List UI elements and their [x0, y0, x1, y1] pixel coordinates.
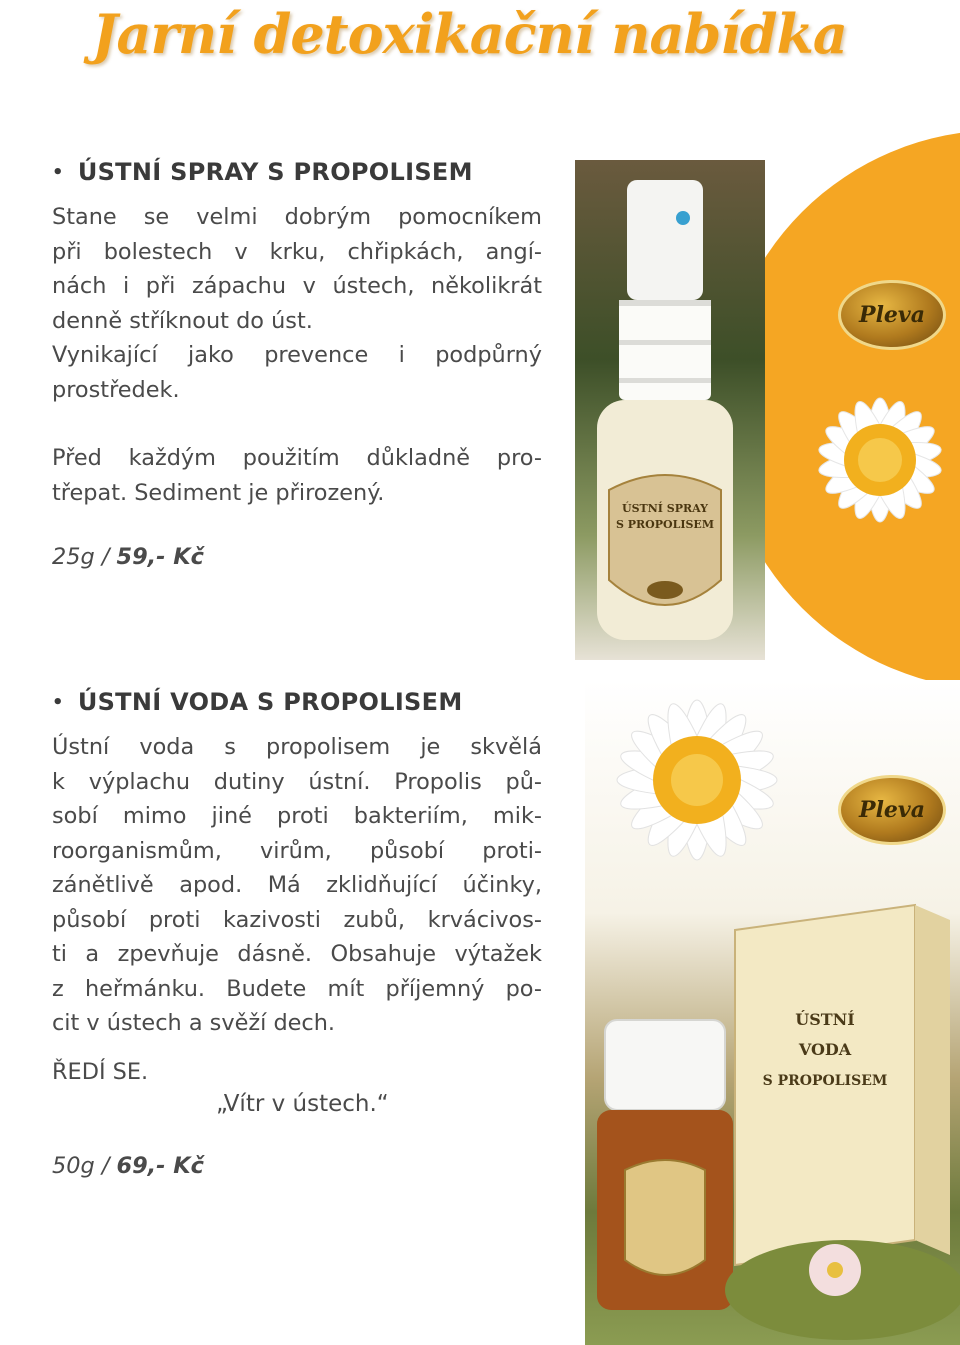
product-weight: 50g [52, 1152, 95, 1179]
product-mouthwash-title: ÚSTNÍ VODA S PROPOLISEM [77, 688, 463, 716]
product-slogan: „Vítr v ústech.“ [216, 1090, 389, 1117]
text-line: sobí mimo jiné proti bakteriím, mik- [52, 803, 542, 829]
text-line: cit v ústech a svěží dech. [52, 1010, 336, 1036]
pleva-logo [838, 775, 946, 845]
text-line: Stane se velmi dobrým pomocníkem [52, 204, 542, 230]
product-mouthwash-price [52, 1153, 542, 1179]
product-mouthwash-section [52, 688, 542, 1179]
spray-label-line-2: S PROPOLISEM [615, 518, 715, 531]
text-line: prostředek. [52, 376, 180, 403]
bullet-icon: • [52, 161, 64, 183]
bullet-icon: • [52, 691, 64, 713]
box-label-line-3: S PROPOLISEM [762, 1073, 888, 1089]
text-line: k výplachu dutiny ústní. Propolis pů- [52, 768, 542, 795]
text-line: zánětlivě apod. Má zklidňující účinky, [52, 872, 542, 898]
product-spray-title: ÚSTNÍ SPRAY S PROPOLISEM [77, 158, 473, 186]
text-line: nách i při zápachu v ústech, několikrát [52, 273, 542, 299]
text-line: Ústní voda s propolisem je skvělá [52, 734, 542, 760]
text-line: třepat. Sediment je přirozený. [52, 479, 385, 506]
text-line: při bolestech v krku, chřipkách, angí- [52, 238, 542, 265]
product-price: 69,- Kč [116, 1152, 204, 1179]
product-spray-usage-note [52, 441, 542, 510]
text-line: denně stříknout do úst. [52, 307, 313, 334]
daisy-flower-icon [780, 340, 960, 580]
product-spray-price [52, 544, 542, 570]
product-price: 59,- Kč [116, 544, 204, 570]
pleva-logo-text: Pleva [859, 797, 925, 823]
product-mouthwash-heading [52, 688, 542, 716]
text-line: působí proti kazivosti zubů, krvácivos- [52, 906, 542, 933]
page-title: Jarní detoxikační nabídka [92, 2, 847, 66]
daisy-flower-icon [616, 699, 778, 861]
box-label-line-2: VODA [798, 1040, 852, 1059]
dilution-note: ŘEDÍ SE. [52, 1058, 149, 1085]
product-mouthwash-description [52, 730, 542, 1041]
text-line: z heřmánku. Budete mít příjemný po- [52, 975, 542, 1002]
product-spray-description [52, 200, 542, 407]
pleva-logo [838, 280, 946, 350]
spray-product-photo [575, 160, 765, 660]
pleva-logo-text: Pleva [859, 302, 925, 328]
product-weight: 25g [52, 544, 95, 570]
text-line: Před každým použitím důkladně pro- [52, 445, 542, 471]
spray-label-line-1: ÚSTNÍ SPRAY [622, 502, 708, 515]
text-line: roorganismům, virům, působí proti- [52, 837, 542, 864]
price-separator: / [101, 544, 110, 570]
product-spray-heading [52, 158, 542, 186]
product-spray-section [52, 158, 542, 570]
box-label-line-1: ÚSTNÍ [795, 1010, 855, 1029]
text-line: ti a zpevňuje dásně. Obsahuje výtažek [52, 941, 542, 967]
price-separator: / [101, 1152, 110, 1179]
spray-bottle-illustration [575, 160, 765, 660]
text-line: Vynikající jako prevence i podpůrný [52, 342, 542, 368]
